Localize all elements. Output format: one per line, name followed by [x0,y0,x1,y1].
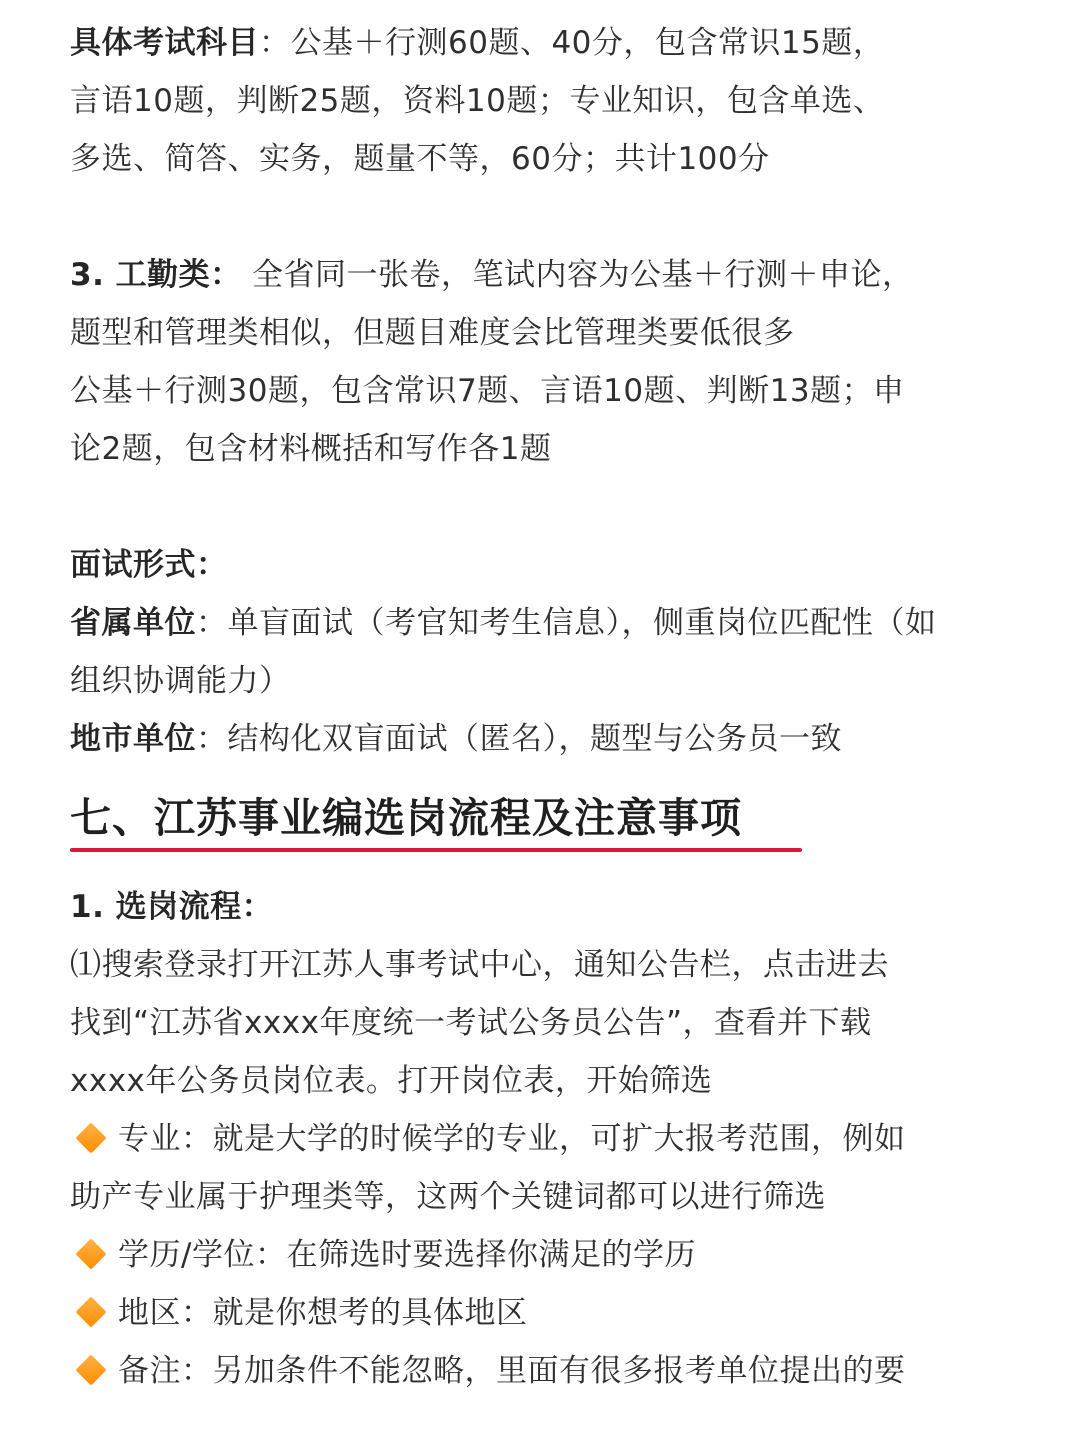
bullet-text-continued: 助产专业属于护理类等，这两个关键词都可以进行筛选 [70,1179,826,1215]
orange-diamond-icon [75,1296,106,1327]
inline-text: 组织协调能力） [70,663,291,699]
section-label: 1. 选岗流程： [70,889,274,925]
text-line [70,936,1030,994]
text-line [70,14,1030,72]
spacer [70,188,1030,246]
inline-text: 找到“江苏省xxxx年度统一考试公务员公告”，查看并下载 [70,1005,872,1041]
bullet-text: 专业：就是大学的时候学的专业，可扩大报考范围，例如 [118,1121,906,1157]
bullet-text: 地区：就是你想考的具体地区 [118,1295,528,1331]
bullet-item [70,1110,1030,1168]
text-line [70,1168,1030,1226]
inline-text: ⑴搜索登录打开江苏人事考试中心，通知公告栏，点击进去 [70,947,889,983]
text-line [70,594,1030,652]
bullet-item [70,1226,1030,1284]
text-line [70,1052,1030,1110]
inline-text: 言语10题，判断25题，资料10题；专业知识，包含单选、 [70,83,885,119]
inline-text: 公基＋行测30题，包含常识7题、言语10题、判断13题；申 [70,373,905,409]
text-line [70,130,1030,188]
spacer [70,478,1030,536]
inline-bold-label: 省属单位 [70,605,196,641]
inline-text: 题型和管理类相似，但题目难度会比管理类要低很多 [70,315,795,351]
inline-text: xxxx年公务员岗位表。打开岗位表，开始筛选 [70,1063,713,1099]
inline-text: 论2题，包含材料概括和写作各1题 [70,431,552,467]
text-line [70,878,1030,936]
orange-diamond-icon [75,1122,106,1153]
inline-text: 全省同一张卷，笔试内容为公基＋行测＋申论， [241,257,914,293]
bullet-item [70,1342,1030,1400]
section-label: 面试形式： [70,547,228,583]
inline-text: 多选、简答、实务，题量不等，60分；共计100分 [70,141,770,177]
bullet-text: 备注：另加条件不能忽略，里面有很多报考单位提出的要 [118,1353,906,1389]
section-heading-block [70,778,1030,878]
bullet-text: 学历/学位：在筛选时要选择你满足的学历 [118,1237,696,1273]
text-line [70,994,1030,1052]
inline-bold-label: 具体考试科目 [70,25,259,61]
text-line [70,536,1030,594]
text-line [70,420,1030,478]
section-heading: 七、江苏事业编选岗流程及注意事项 [70,794,742,842]
orange-diamond-icon [75,1354,106,1385]
inline-bold-label: 地市单位 [70,721,196,757]
orange-diamond-icon [75,1238,106,1269]
text-line [70,710,1030,768]
heading-underline [70,848,802,852]
text-line [70,362,1030,420]
inline-text: ：结构化双盲面试（匿名），题型与公务员一致 [196,721,842,757]
text-line [70,304,1030,362]
article-body [70,14,1030,1400]
inline-text: ：公基＋行测60题、40分，包含常识15题， [259,25,885,61]
inline-text: ：单盲面试（考官知考生信息），侧重岗位匹配性（如 [196,605,937,641]
text-line [70,652,1030,710]
text-line [70,246,1030,304]
bullet-item [70,1284,1030,1342]
text-line [70,72,1030,130]
section-label: 3. 工勤类： [70,257,242,293]
